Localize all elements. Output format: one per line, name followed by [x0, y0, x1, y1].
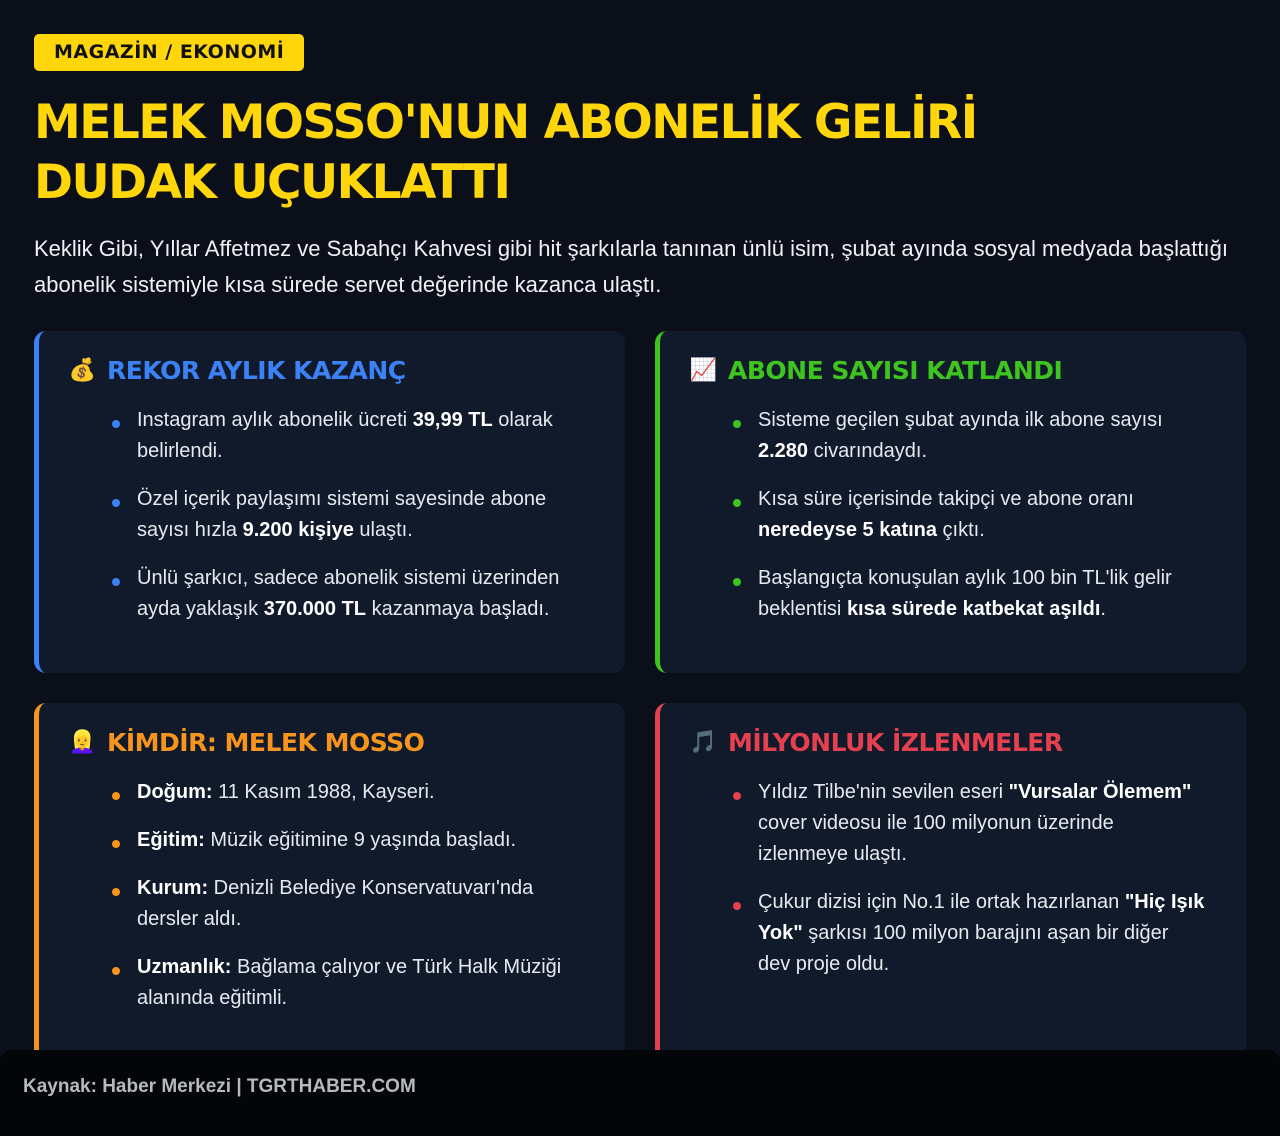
- card-abone-sayisi-katlandi: [655, 331, 1246, 673]
- money-bag-icon: 💰: [68, 357, 96, 383]
- card-title: [67, 353, 595, 387]
- card-title: [688, 353, 1216, 387]
- lede-paragraph: Keklik Gibi, Yıllar Affetmez ve Sabahçı Kahvesi gibi hit şarkılarla tanınan ünlü isim, şubat ayında sosyal medyada başlattığı abonelik sistemiyle kısa sürede servet değerinde kazanca ulaştı.: [34, 236, 1228, 297]
- list-item: Eğitim: Müzik eğitimine 9 yaşında başladı.: [137, 825, 595, 856]
- list-item: Sisteme geçilen şubat ayında ilk abone sayısı 2.280 civarındaydı.: [758, 405, 1216, 467]
- source-credit: Kaynak: Haber Merkezi | TGRTHABER.COM: [23, 1076, 416, 1097]
- chart-increasing-icon: 📈: [689, 357, 717, 383]
- list-item: Başlangıçta konuşulan aylık 100 bin TL'lik gelir beklentisi kısa sürede katbekat aşıldı.: [758, 563, 1216, 625]
- card-rekor-aylik-kazanc: [34, 331, 625, 673]
- list-item: Yıldız Tilbe'nin sevilen eseri "Vursalar Ölemem" cover videosu ile 100 milyonun üzerinde izlenmeye ulaştı.: [758, 777, 1216, 870]
- music-notes-icon: 🎵: [689, 729, 717, 755]
- list-item: Uzmanlık: Bağlama çalıyor ve Türk Halk Müziği alanında eğitimli.: [137, 952, 595, 1014]
- card-title-text: ABONE SAYISI KATLANDI: [728, 355, 1063, 385]
- card-title: [688, 725, 1216, 759]
- list-item: Ünlü şarkıcı, sadece abonelik sistemi üzerinden ayda yaklaşık 370.000 TL kazanmaya başladı.: [137, 563, 595, 625]
- header: [34, 34, 1246, 303]
- bullet-list: [67, 777, 595, 1014]
- list-item: Kurum: Denizli Belediye Konservatuvarı'nda dersler aldı.: [137, 873, 595, 935]
- bullet-list: [688, 777, 1216, 980]
- list-item: Özel içerik paylaşımı sistemi sayesinde abone sayısı hızla 9.200 kişiye ulaştı.: [137, 484, 595, 546]
- list-item: Kısa süre içerisinde takipçi ve abone oranı neredeyse 5 katına çıktı.: [758, 484, 1216, 546]
- bullet-list: [67, 405, 595, 625]
- card-title-text: MİLYONLUK İZLENMELER: [728, 727, 1063, 757]
- bullet-list: [688, 405, 1216, 625]
- woman-face-icon: 👱‍♀️: [68, 729, 96, 755]
- card-title: [67, 725, 595, 759]
- category-badge: MAGAZİN / EKONOMİ: [34, 34, 304, 71]
- footer: [0, 1050, 1280, 1136]
- headline: MELEK MOSSO'NUN ABONELİK GELİRİ DUDAK UÇUKLATTI: [34, 95, 977, 210]
- list-item: Çukur dizisi için No.1 ile ortak hazırlanan "Hiç Işık Yok" şarkısı 100 milyon barajını aşan bir diğer dev proje oldu.: [758, 887, 1216, 980]
- list-item: Doğum: 11 Kasım 1988, Kayseri.: [137, 777, 595, 808]
- card-title-text: KİMDİR: MELEK MOSSO: [107, 727, 425, 757]
- info-grid: [34, 331, 1246, 1123]
- list-item: Instagram aylık abonelik ücreti 39,99 TL olarak belirlendi.: [137, 405, 595, 467]
- card-title-text: REKOR AYLIK KAZANÇ: [107, 355, 406, 385]
